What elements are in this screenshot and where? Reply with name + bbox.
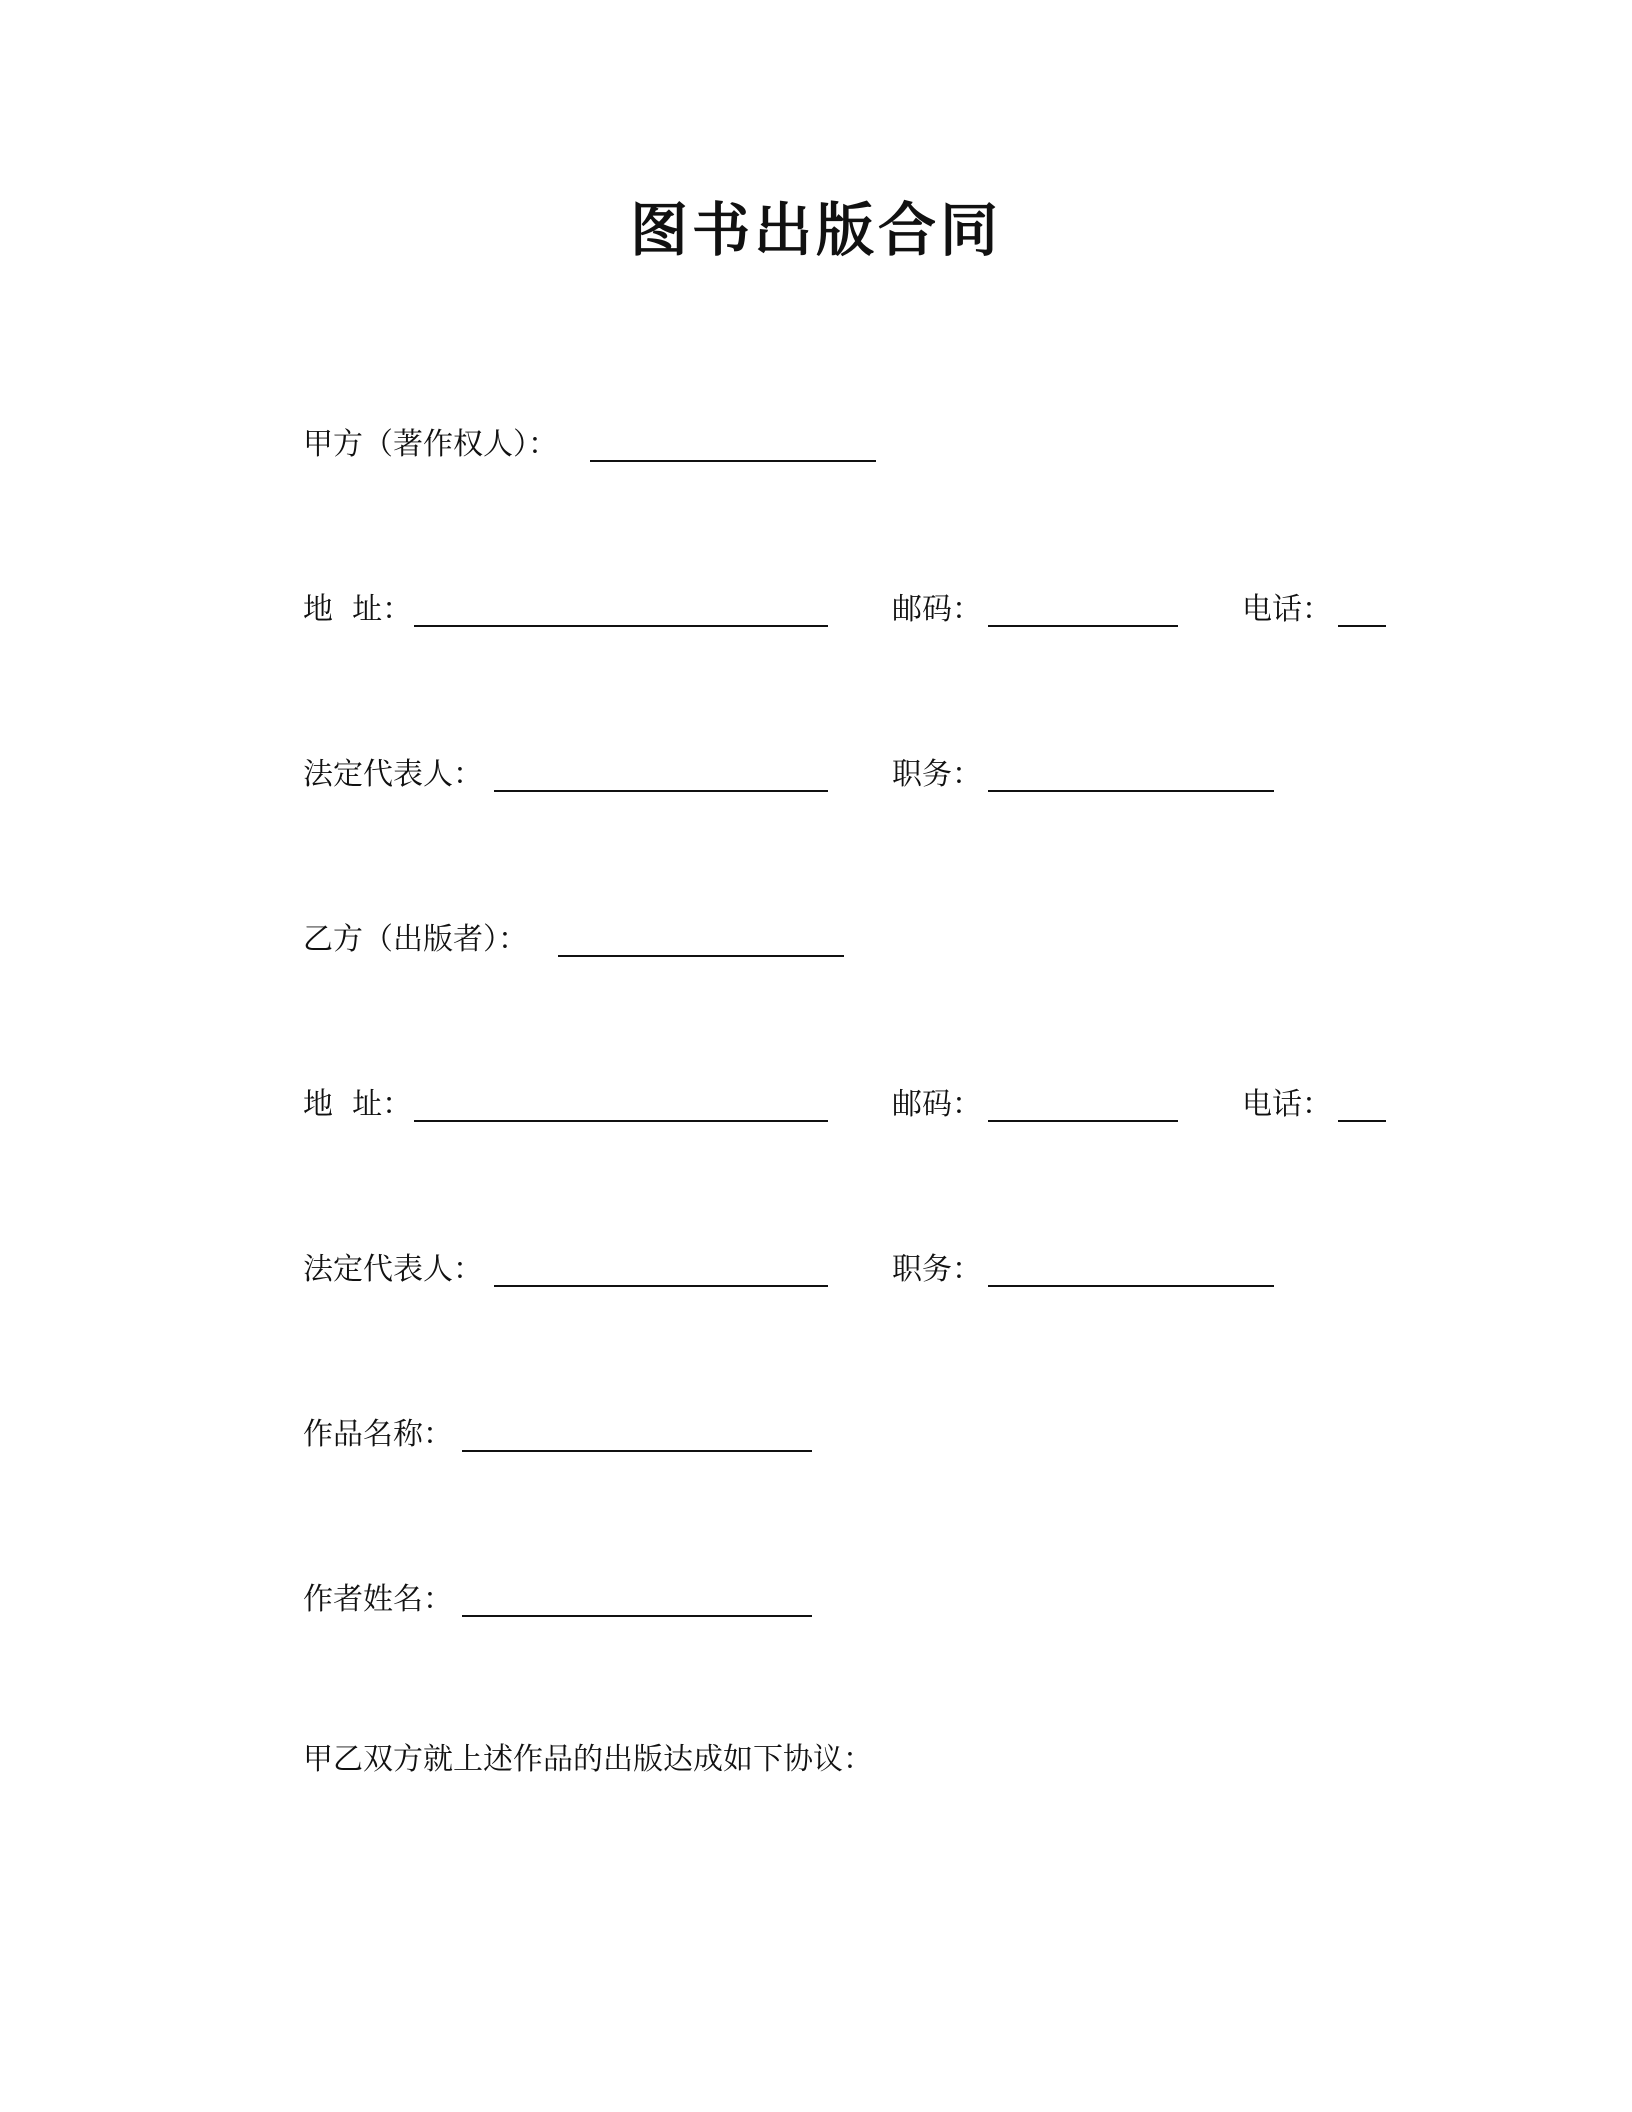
party-b-legal-rep-field[interactable] [494, 1285, 828, 1287]
party-b-rep-row [0, 1240, 1632, 1300]
party-a-postcode-field[interactable] [988, 625, 1178, 627]
party-a-address-label: 地 址： [303, 592, 413, 627]
work-title-label: 作品名称： [303, 1417, 453, 1452]
party-a-name-field[interactable] [590, 460, 876, 462]
author-name-label: 作者姓名： [303, 1582, 453, 1617]
party-a-postcode-label: 邮码： [892, 592, 982, 627]
party-a-contact-row [0, 580, 1632, 640]
party-b-phone-field[interactable] [1338, 1120, 1386, 1122]
party-a-legal-rep-field[interactable] [494, 790, 828, 792]
work-title-row [0, 1405, 1632, 1465]
party-b-row [0, 910, 1632, 970]
work-title-field[interactable] [462, 1450, 812, 1452]
party-a-legal-rep-label: 法定代表人： [303, 757, 483, 792]
party-a-row [0, 415, 1632, 475]
party-b-position-label: 职务： [892, 1252, 982, 1287]
party-a-label: 甲方（著作权人）： [303, 427, 558, 462]
party-b-phone-label: 电话： [1242, 1087, 1332, 1122]
party-b-label: 乙方（出版者）： [303, 922, 528, 957]
party-b-postcode-label: 邮码： [892, 1087, 982, 1122]
author-name-row [0, 1570, 1632, 1630]
party-b-postcode-field[interactable] [988, 1120, 1178, 1122]
agreement-intro-text: 甲乙双方就上述作品的出版达成如下协议： [303, 1742, 873, 1777]
party-b-legal-rep-label: 法定代表人： [303, 1252, 483, 1287]
party-a-address-field[interactable] [414, 625, 828, 627]
author-name-field[interactable] [462, 1615, 812, 1617]
party-b-name-field[interactable] [558, 955, 844, 957]
party-b-address-field[interactable] [414, 1120, 828, 1122]
party-a-phone-label: 电话： [1242, 592, 1332, 627]
party-a-position-field[interactable] [988, 790, 1274, 792]
party-b-contact-row [0, 1075, 1632, 1135]
party-a-rep-row [0, 745, 1632, 805]
party-b-address-label: 地 址： [303, 1087, 413, 1122]
document-title: 图书出版合同 [629, 196, 1002, 264]
party-a-position-label: 职务： [892, 757, 982, 792]
party-b-position-field[interactable] [988, 1285, 1274, 1287]
party-a-phone-field[interactable] [1338, 625, 1386, 627]
